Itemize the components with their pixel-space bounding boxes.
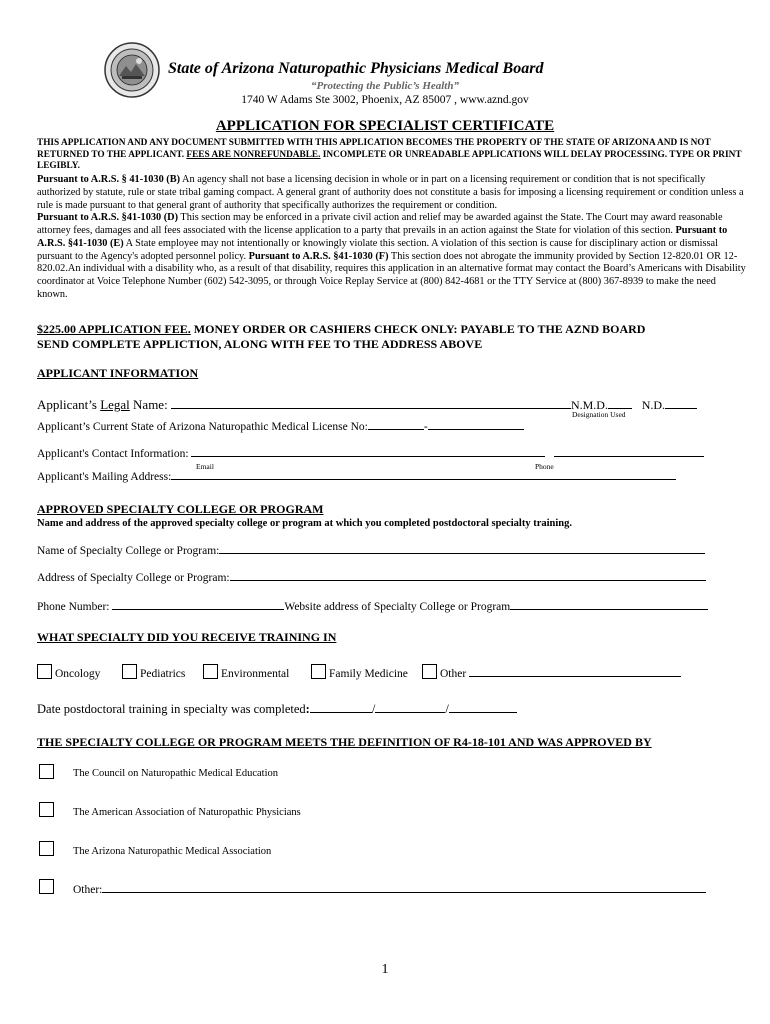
ars-d-text: This section may be enforced in a private civil action and relief may be awarded against the State. The Court may award reasonable attorney fees, damages and all fees associated with the license application to a party that prevails in an action against the State for violation of this section. [37,212,723,236]
date-year-field[interactable] [449,711,517,713]
ars-f-text: This section does not abrogate the immunity provided by Section 12-820.01 OR 12-820.02.An individual with a disability who, as a result of that disability, requires this application in an alternative format may contact the Board’s Americans with Disability coordinator at Voice Telephone Number (602) 542-3095, or through Voice Replay Service at (800) 842-4681 or the TTY Service at (800) 367-8939 to make the need known. [37,250,746,300]
checkbox-environmental[interactable] [203,664,218,679]
application-title: APPLICATION FOR SPECIALIST CERTIFICATE [215,118,555,134]
other-specialty-field[interactable] [469,675,681,677]
checkbox-other[interactable] [422,664,437,679]
checkbox-oncology[interactable] [37,664,52,679]
notice-part-2: INCOMPLETE OR UNREADABLE APPLICATIONS WILL DELAY PROCESSING. TYPE OR PRINT LEGIBLY. [37,149,742,171]
checkbox-family-medicine[interactable] [311,664,326,679]
notice-part-1: THIS APPLICATION AND ANY DOCUMENT SUBMITTED WITH THIS APPLICATION BECOMES THE PROPERTY OF THE STATE OF ARIZONA AND IS NOT RETURNED TO THE APPLICANT. [37,138,711,160]
fee-amount: $225.00 APPLICATION FEE. [37,322,191,336]
fee-send: SEND COMPLETE APPLICTION, ALONG WITH FEE TO THE ADDRESS ABOVE [37,337,483,351]
ars-b-label: Pursuant to A.R.S. § 41-1030 (B) [37,174,181,185]
nmd-label: N.M.D. [570,398,608,412]
designation-used-caption: Designation Used [572,410,626,419]
college-subheading: Name and address of the approved specialty college or program at which you completed postdoctoral specialty training. [37,518,572,529]
email-caption: Email [196,462,214,471]
college-address-row: Address of Specialty College or Program: [37,572,706,584]
checkbox-approval-other[interactable] [39,879,54,894]
approval-other-field[interactable] [102,891,706,893]
specialty-option-other[interactable]: Other [422,664,681,680]
approval-cnme: The Council on Naturopathic Medical Education [73,768,278,779]
phone-caption: Phone [535,462,554,471]
checkbox-azna[interactable] [39,841,54,856]
approval-aanp: The American Association of Naturopathic Physicians [73,807,301,818]
nmd-field[interactable] [608,407,632,409]
contact-row: Applicant's Contact Information: [37,448,704,460]
email-field[interactable] [191,455,545,457]
college-website-field[interactable] [510,608,708,610]
college-phone-field[interactable] [112,608,284,610]
fee-payment: MONEY ORDER OR CASHIERS CHECK ONLY: PAYABLE TO THE AZND BOARD [190,322,646,336]
ars-d-label: Pursuant to A.R.S. §41-1030 (D) [37,212,179,224]
college-section-heading: APPROVED SPECIALTY COLLEGE OR PROGRAM [37,502,324,516]
license-row: Applicant’s Current State of Arizona Naturopathic Medical License No: - [37,421,524,433]
legal-name-field[interactable] [171,407,571,409]
ars-e-text: A State employee may not intentionally or knowingly violate this section. A violation of this section is cause for disciplinary action or dismissal pursuant to the Agency's adopted personnel policy. [37,237,718,262]
specialty-option-family-medicine[interactable]: Family Medicine [311,664,408,680]
college-phone-row: Phone Number: Website address of Specialty College or Program [37,601,708,613]
legal-notice [37,174,749,302]
property-notice [37,138,749,173]
license-field-1[interactable] [368,428,424,430]
mailing-address-field[interactable] [171,478,676,480]
applicant-name-row: Applicant’s Legal Name: N.M.D. N.D. [37,397,697,413]
nd-field[interactable] [665,407,697,409]
checkbox-pediatrics[interactable] [122,664,137,679]
specialty-section-heading: WHAT SPECIALTY DID YOU RECEIVE TRAINING IN [37,630,337,644]
ars-e-label: Pursuant to A.R.S. §41-1030 (E) [37,225,728,249]
date-month-field[interactable] [310,711,372,713]
fees-nonrefundable: FEES ARE NONREFUNDABLE. [186,149,321,160]
ars-f-label: Pursuant to A.R.S. §41-1030 (F) [248,250,389,262]
board-motto: “Protecting the Public’s Health” [311,80,459,92]
board-address: 1740 W Adams Ste 3002, Phoenix, AZ 85007 , www.aznd.gov [241,94,529,106]
specialty-option-oncology[interactable]: Oncology [37,664,100,680]
legal-word: Legal [100,397,130,412]
license-field-2[interactable] [428,428,524,430]
date-day-field[interactable] [375,711,445,713]
ars-b-text: An agency shall not base a licensing decision in whole or in part on a licensing requirement or condition that is not specifically authorized by statute, rule or state tribal gaming compact. A general grant of authority does not constitute a basis for imposing a licensing requirement or condition unless a rule is made pursuant to that general grant of authority that specifically authorizes the requirement or condition. [37,174,744,211]
approval-section-heading: THE SPECIALTY COLLEGE OR PROGRAM MEETS THE DEFINITION OF R4-18-101 AND WAS APPROVED BY [37,735,652,749]
college-name-field[interactable] [219,552,705,554]
page-number: 1 [381,962,389,977]
phone-field[interactable] [554,455,704,457]
fee-instructions [37,322,749,352]
approval-other-row: Other: [73,884,706,896]
checkbox-aanp[interactable] [39,802,54,817]
nd-label: N.D. [641,398,666,412]
college-address-field[interactable] [230,579,706,581]
mailing-row: Applicant's Mailing Address: [37,471,676,483]
checkbox-cnme[interactable] [39,764,54,779]
college-name-row: Name of Specialty College or Program: [37,545,705,557]
specialty-option-environmental[interactable]: Environmental [203,664,289,680]
approval-azna: The Arizona Naturopathic Medical Association [73,846,272,857]
specialty-option-pediatrics[interactable]: Pediatrics [122,664,185,680]
board-title: State of Arizona Naturopathic Physicians Medical Board [168,60,544,77]
applicant-section-heading: APPLICANT INFORMATION [37,366,199,380]
completion-date-row: Date postdoctoral training in specialty was completed: / / [37,702,517,717]
